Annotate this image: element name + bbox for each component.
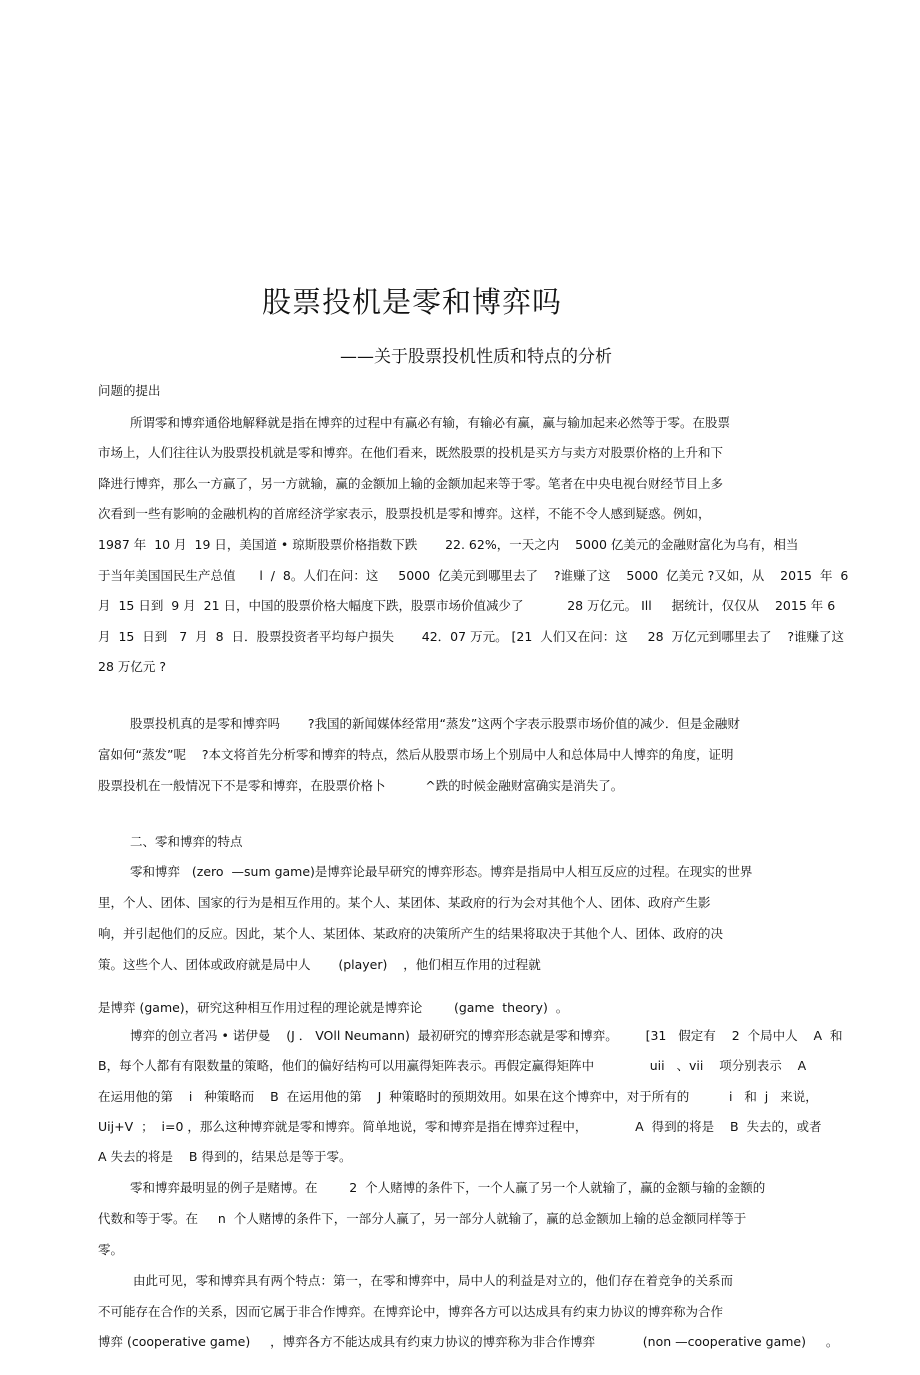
section-heading: 问题的提出 — [98, 383, 161, 398]
text-line: 股票投机真的是零和博弈吗 ?我国的新闻媒体经常用“蒸发”这两个字表示股票市场价值的减少．但是金融财 — [130, 716, 740, 731]
text-line: A 失去的将是 B 得到的，结果总是等于零。 — [98, 1149, 352, 1164]
text-line: 零。 — [98, 1242, 124, 1257]
text-line: 富如何“蒸发”呢 ?本文将首先分析零和博弈的特点，然后从股票市场上个别局中人和总体局中人博弈的角度，证明 — [98, 747, 734, 762]
text-line: 月 15 日到 7 月 8 日．股票投资者平均每户损失 42．07 万元。 [21 人们又在问：这 28 万亿元到哪里去了 ?谁赚了这 — [98, 629, 845, 644]
text-line: 是博弈 (game)，研究这种相互作用过程的理论就是博弈论 (game theory) 。 — [98, 1000, 569, 1015]
text-line: 博弈 (cooperative game) ，博弈各方不能达成具有约束力协议的博弈称为非合作博弈 (non —cooperative game) 。 — [98, 1334, 839, 1349]
text-line: B，每个人都有有限数量的策略，他们的偏好结构可以用赢得矩阵表示。再假定赢得矩阵中 uii 、vii 项分别表示 A — [98, 1058, 807, 1073]
text-line: 零和博弈 (zero —sum game)是博弈论最早研究的博弈形态。博弈是指局中人相互反应的过程。在现实的世界 — [130, 864, 753, 879]
text-line: 零和博弈最明显的例子是赌博。在 2 个人赌博的条件下，一个人赢了另一个人就输了，赢的金额与输的金额的 — [130, 1180, 766, 1195]
text-line: 1987 年 10 月 19 日，美国道 • 琼斯股票价格指数下跌 22. 62%，一天之内 5000 亿美元的金融财富化为乌有，相当 — [98, 537, 799, 552]
text-line: 里，个人、团体、国家的行为是相互作用的。某个人、某团体、某政府的行为会对其他个人、团体、政府产生影 — [98, 895, 711, 910]
text-line: 博弈的创立者冯 • 诺伊曼 (J ． VOll Neumann) 最初研究的博弈形态就是零和博弈。 [31 假定有 2 个局中人 A 和 — [130, 1028, 843, 1043]
section-heading: 二、零和博弈的特点 — [130, 834, 243, 849]
document-subtitle: ——关于股票投机性质和特点的分析 — [340, 347, 612, 367]
text-line: 股票投机在一般情况下不是零和博弈，在股票价格卜 ^跌的时候金融财富确实是消失了。 — [98, 778, 624, 793]
document-title: 股票投机是零和博弈吗 — [262, 285, 563, 319]
text-line: 于当年美国国民生产总值 l / 8。人们在问：这 5000 亿美元到哪里去了 ?谁赚了这 5000 亿美元 ?又如，从 2015 年 6 — [98, 568, 849, 583]
text-line: 月 15 日到 9 月 21 日，中国的股票价格大幅度下跌，股票市场价值减少了 28 万亿元。 Ill 据统计，仅仅从 2015 年 6 — [98, 598, 836, 613]
text-line: Uij+V ； i=0 ，那么这种博弈就是零和博弈。简单地说，零和博弈是指在博弈过程中， A 得到的将是 B 失去的，或者 — [98, 1119, 822, 1134]
text-line: 次看到一些有影响的金融机构的首席经济学家表示，股票投机是零和博弈。这样，不能不令人感到疑惑。例如， — [98, 506, 711, 521]
text-line: 在运用他的第 i 种策略而 B 在运用他的第 J 种策略时的预期效用。如果在这个博弈中，对于所有的 i 和 j 来说， — [98, 1089, 818, 1104]
text-line: 响，并引起他们的反应。因此，某个人、某团体、某政府的决策所产生的结果将取决于其他个人、团体、政府的决 — [98, 926, 724, 941]
text-line: 降进行博弈，那么一方赢了，另一方就输，赢的金额加上输的金额加起来等于零。笔者在中央电视台财经节目上多 — [98, 476, 724, 491]
text-line: 策。这些个人、团体或政府就是局中人 (player) ，他们相互作用的过程就 — [98, 957, 541, 972]
text-line: 28 万亿元 ? — [98, 659, 166, 674]
text-line: 代数和等于零。在 n 个人赌博的条件下，一部分人赢了，另一部分人就输了，赢的总金额加上输的总金额同样等于 — [98, 1211, 747, 1226]
text-line: 所谓零和博弈通俗地解释就是指在博弈的过程中有赢必有输，有输必有赢，赢与输加起来必然等于零。在股票 — [130, 415, 731, 430]
text-line: 市场上，人们往往认为股票投机就是零和博弈。在他们看来，既然股票的投机是买方与卖方对股票价格的上升和下 — [98, 445, 724, 460]
text-line: 不可能存在合作的关系，因而它属于非合作博弈。在博弈论中，博弈各方可以达成具有约束力协议的博弈称为合作 — [98, 1304, 724, 1319]
text-line: 由此可见，零和博弈具有两个特点：第一，在零和博弈中，局中人的利益是对立的，他们存在着竞争的关系而 — [133, 1273, 734, 1288]
